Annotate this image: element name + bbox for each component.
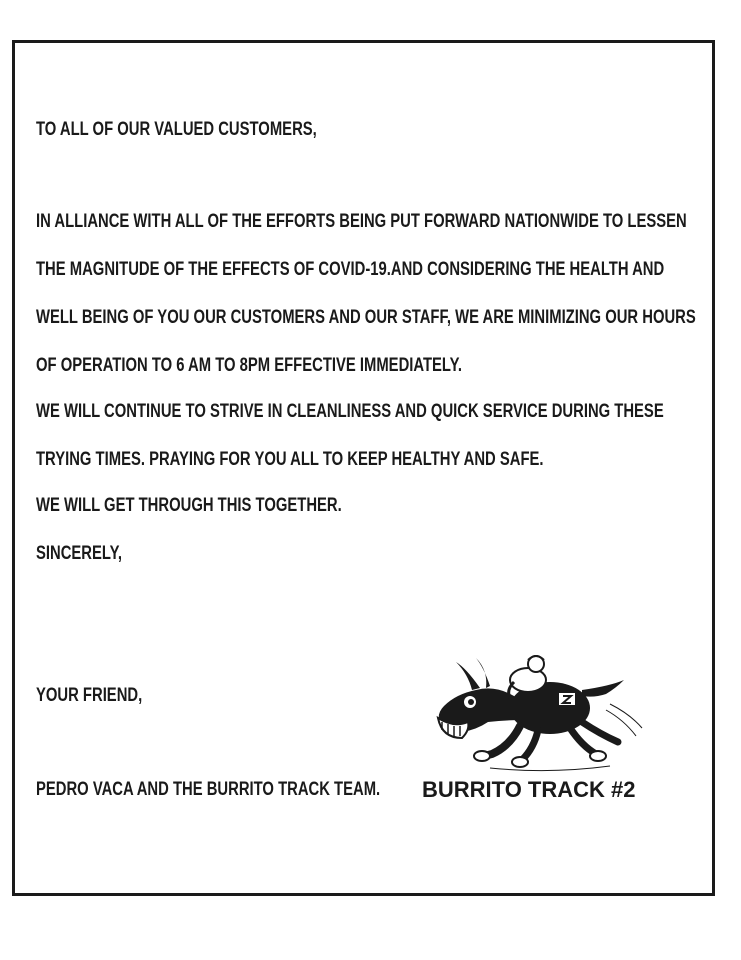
letter-greeting: TO ALL OF OUR VALUED CUSTOMERS,	[36, 119, 317, 140]
letter-body-line: OF OPERATION TO 6 AM TO 8PM EFFECTIVE IMMEDIATELY.	[36, 355, 462, 376]
letter-body-line: WE WILL CONTINUE TO STRIVE IN CLEANLINESS AND QUICK SERVICE DURING THESE	[36, 401, 664, 422]
letter-body-line: THE MAGNITUDE OF THE EFFECTS OF COVID-19.AND CONSIDERING THE HEALTH AND	[36, 259, 665, 280]
brand-name: BURRITO TRACK #2	[422, 777, 636, 802]
letter-body-line: WE WILL GET THROUGH THIS TOGETHER.	[36, 495, 342, 516]
letter-closing: SINCERELY,	[36, 543, 122, 564]
donkey-jockey-icon	[410, 650, 650, 780]
letter-body-line: IN ALLIANCE WITH ALL OF THE EFFORTS BEING PUT FORWARD NATIONWIDE TO LESSEN	[36, 211, 687, 232]
letter-signature: PEDRO VACA AND THE BURRITO TRACK TEAM.	[36, 779, 381, 800]
letter-body-line: TRYING TIMES. PRAYING FOR YOU ALL TO KEEP HEALTHY AND SAFE.	[36, 449, 544, 470]
letter-body-line: WELL BEING OF YOU OUR CUSTOMERS AND OUR STAFF, WE ARE MINIMIZING OUR HOURS	[36, 307, 696, 328]
letter-sign-off: YOUR FRIEND,	[36, 685, 143, 706]
